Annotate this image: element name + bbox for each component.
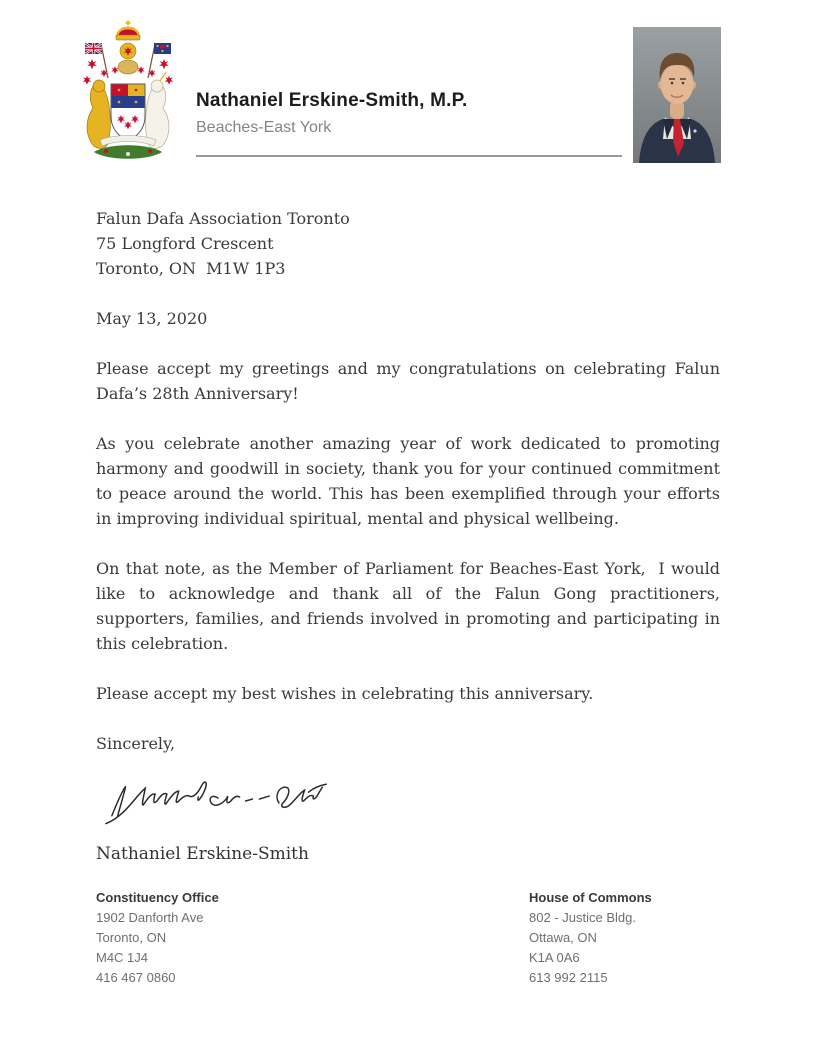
header-divider: [196, 155, 622, 157]
closing: Sincerely,: [96, 734, 176, 753]
mp-portrait-photo: [633, 27, 721, 163]
paragraph-celebration: As you celebrate another amazing year of work dedicated to promoting harmony and goodwill in society, thank you for your continued commitment to peace around the world. This has been exemplified through your efforts in improving individual spiritual, mental and physical wellbeing.: [96, 434, 720, 528]
riding-name: Beaches-East York: [196, 119, 332, 136]
house-of-commons-block: [529, 888, 652, 988]
paragraph-greeting: Please accept my greetings and my congratulations on celebrating Falun Dafa’s 28th Anniversary!: [96, 359, 720, 403]
constituency-office-block: [96, 888, 219, 988]
constituency-office-line: M4C 1J4: [96, 950, 149, 965]
house-of-commons-phone: 613 992 2115: [529, 970, 608, 985]
constituency-office-phone: 416 467 0860: [96, 970, 176, 985]
recipient-line: Falun Dafa Association Toronto: [96, 209, 350, 228]
constituency-office-line: Toronto, ON: [96, 930, 167, 945]
constituency-office-title: Constituency Office: [96, 890, 219, 905]
letter-body: [96, 206, 720, 867]
signature-printed-name: Nathaniel Erskine-Smith: [96, 844, 309, 864]
canada-coat-of-arms-icon: [78, 20, 178, 166]
letter-date: May 13, 2020: [96, 309, 208, 328]
house-of-commons-line: Ottawa, ON: [529, 930, 597, 945]
paragraph-best-wishes: Please accept my best wishes in celebrating this anniversary.: [96, 684, 594, 703]
recipient-line: 75 Longford Crescent: [96, 234, 274, 253]
recipient-line: Toronto, ON M1W 1P3: [96, 259, 286, 278]
house-of-commons-line: K1A 0A6: [529, 950, 580, 965]
constituency-office-line: 1902 Danforth Ave: [96, 910, 204, 925]
handwritten-signature-icon: [102, 772, 338, 830]
house-of-commons-title: House of Commons: [529, 890, 652, 905]
house-of-commons-line: 802 - Justice Bldg.: [529, 910, 636, 925]
paragraph-acknowledgement: On that note, as the Member of Parliament for Beaches-East York, I would like to acknowledge and thank all of the Falun Gong practitioners, supporters, families, and friends involved in promoting and participating in this celebration.: [96, 559, 720, 653]
mp-name: Nathaniel Erskine-Smith, M.P.: [196, 90, 468, 111]
letterhead-title-block: [196, 90, 468, 137]
recipient-address: [96, 206, 720, 281]
